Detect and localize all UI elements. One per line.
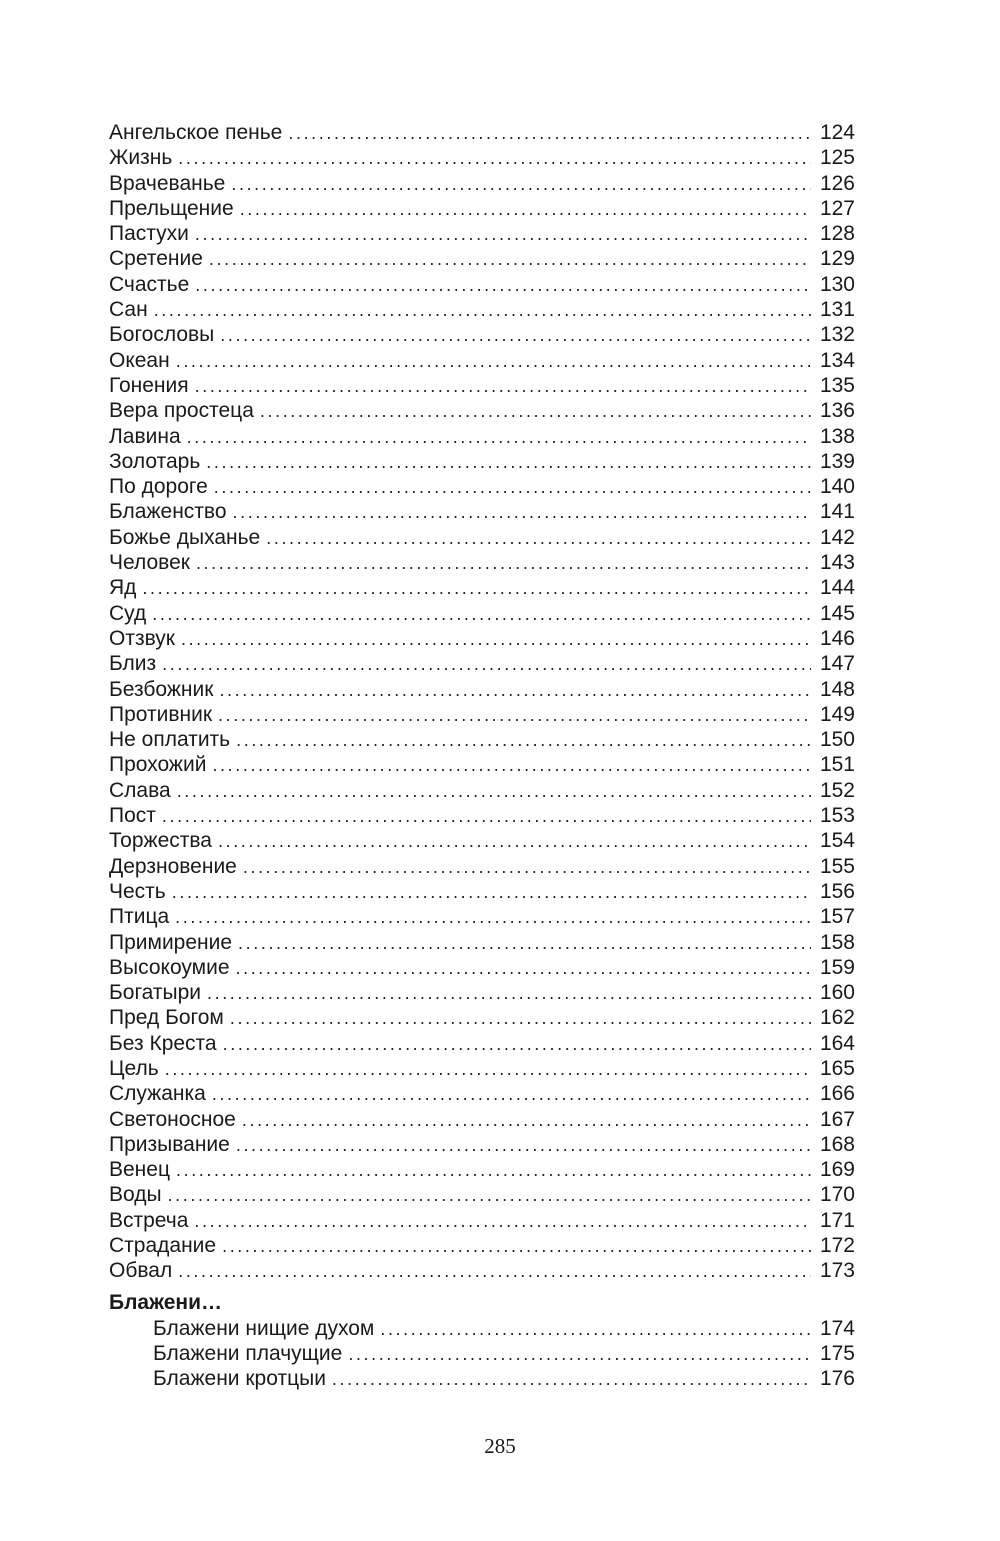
toc-entry-page: 136 [819,399,855,423]
toc-entry-title: Лавина [109,424,181,448]
toc-entry-page: 167 [819,1107,855,1131]
toc-entry-title: Венец [109,1158,170,1182]
toc-entry-title: Честь [109,879,166,903]
toc-entry-page: 165 [819,1056,855,1080]
toc-entry [109,1031,855,1056]
toc-entry-title: Призывание [109,1132,230,1156]
toc-entry-page: 143 [819,551,855,575]
dot-leader [242,1108,811,1133]
toc-entry-page: 176 [819,1367,855,1391]
toc-entry-title: Служанка [109,1082,206,1106]
toc-entry-title: Близ [109,652,157,676]
toc-entry-page: 171 [819,1208,855,1232]
toc-entry [109,955,855,980]
toc-entry-page: 168 [819,1132,855,1156]
dot-leader [332,1367,811,1392]
toc-entry [109,221,855,246]
toc-entry-title: Не оплатить [109,728,231,752]
dot-leader [236,956,812,981]
toc-entry-page: 147 [819,652,855,676]
dot-leader [222,1234,811,1259]
toc-entry [109,601,855,626]
toc-entry-title: Обвал [109,1259,173,1283]
dot-leader [207,981,811,1006]
toc-entry-title: Безбожник [109,677,214,701]
toc-entry-page: 170 [819,1183,855,1207]
toc-entry [109,322,855,347]
toc-entry-title: Божье дыханье [109,525,261,549]
toc-section-list [109,1316,855,1392]
toc-entry-title: Блажени кротцыи [153,1367,326,1391]
toc-entry-title: Прельщение [109,196,234,220]
toc-entry-page: 141 [819,500,855,524]
toc-entry-title: Богословы [109,323,215,347]
toc-entry-page: 129 [819,247,855,271]
toc-entry [109,1182,855,1207]
toc-entry-title: Золотарь [109,449,201,473]
dot-leader [218,829,811,854]
toc-entry [109,651,855,676]
toc-entry-title: Противник [109,702,213,726]
toc-entry-page: 172 [819,1234,855,1258]
toc-entry [109,145,855,170]
toc-entry-title: Врачеванье [109,171,226,195]
dot-leader [231,172,811,197]
toc-entry-page: 142 [819,525,855,549]
toc-entry [109,272,855,297]
toc-entry-page: 152 [819,778,855,802]
toc-entry [109,828,855,853]
toc-entry-title: Без Креста [109,1031,217,1055]
toc-entry [109,499,855,524]
dot-leader [212,1082,811,1107]
dot-leader [223,1032,811,1057]
toc-entry [109,575,855,600]
toc-entry [109,803,855,828]
toc-entry-page: 162 [819,1006,855,1030]
toc-entry-page: 134 [819,348,855,372]
dot-leader [212,753,811,778]
toc-entry-title: Пост [109,804,156,828]
toc-entry [109,1258,855,1283]
toc-entry-page: 164 [819,1031,855,1055]
dot-leader [238,931,811,956]
toc-entry [109,1233,855,1258]
toc-entry [109,980,855,1005]
toc-entry-page: 169 [819,1158,855,1182]
dot-leader [236,728,811,753]
toc-entry-page: 124 [819,121,855,144]
toc-entry-title: Дерзновение [109,854,237,878]
toc-entry-title: Отзвук [109,626,175,650]
toc-entry-title: Цель [109,1056,159,1080]
dot-leader [209,247,811,272]
dot-leader [220,323,811,348]
toc-entry [109,904,855,929]
toc-entry [109,1107,855,1132]
toc-entry-page: 131 [819,298,855,322]
dot-leader [214,475,811,500]
toc-entry [109,171,855,196]
toc-entry [109,778,855,803]
toc-entry-page: 158 [819,930,855,954]
toc-main-list [109,120,855,1284]
toc-entry-title: Гонения [109,373,189,397]
toc-entry-title: Блаженство [109,500,227,524]
toc-entry [109,1366,855,1391]
dot-leader [380,1317,811,1342]
toc-entry-title: Торжества [109,829,212,853]
toc-entry [109,120,855,145]
toc-entry-page: 154 [819,829,855,853]
toc-entry-page: 175 [819,1341,855,1365]
dot-leader [243,855,811,880]
toc-entry-title: Жизнь [109,146,173,170]
toc-entry-title: Вера простеца [109,399,254,423]
toc-entry-title: Суд [109,601,147,625]
toc-entry-page: 148 [819,677,855,701]
toc-entry [109,854,855,879]
toc-entry-title: Страдание [109,1234,217,1258]
dot-leader [165,1057,811,1082]
toc-entry-page: 139 [819,449,855,473]
toc-entry [109,626,855,651]
dot-leader [162,804,811,829]
toc-entry-page: 135 [819,373,855,397]
toc-entry-page: 132 [819,323,855,347]
toc-entry-page: 157 [819,905,855,929]
toc-entry-page: 160 [819,981,855,1005]
toc-entry [109,930,855,955]
dot-leader [154,298,811,323]
toc-entry-page: 130 [819,272,855,296]
toc-entry [109,1132,855,1157]
toc-entry-title: Счастье [109,272,190,296]
toc-entry [109,702,855,727]
toc-entry-title: Блажени плачущие [153,1341,343,1365]
toc-entry-page: 155 [819,854,855,878]
toc-entry [109,1208,855,1233]
toc-entry [109,752,855,777]
dot-leader [176,349,811,374]
dot-leader [218,703,811,728]
dot-leader [206,450,811,475]
toc-entry-title: Сретение [109,247,203,271]
toc-entry-title: Блажени нищие духом [153,1316,375,1340]
toc-entry-title: Сан [109,298,148,322]
toc-entry [109,1005,855,1030]
toc-entry-page: 150 [819,728,855,752]
dot-leader [266,526,811,551]
dot-leader [152,602,811,627]
toc-entry-page: 128 [819,222,855,246]
dot-leader [175,905,811,930]
toc-entry-title: Слава [109,778,171,802]
dot-leader [187,425,811,450]
dot-leader [178,1259,811,1284]
dot-leader [162,652,811,677]
toc-entry-page: 127 [819,196,855,220]
toc-entry-title: Пастухи [109,222,189,246]
toc-entry-title: Светоносное [109,1107,236,1131]
toc-entry-page: 153 [819,804,855,828]
dot-leader [260,399,811,424]
dot-leader [181,627,811,652]
toc-entry-title: По дороге [109,475,208,499]
toc-entry-page: 166 [819,1082,855,1106]
toc-entry-page: 146 [819,626,855,650]
toc-entry [109,424,855,449]
toc-entry [109,1157,855,1182]
dot-leader [194,1209,811,1234]
dot-leader [176,1158,811,1183]
toc-entry [109,677,855,702]
dot-leader [230,1006,811,1031]
toc-entry [109,348,855,373]
toc-entry [109,525,855,550]
toc-entry [109,1081,855,1106]
toc-entry [109,373,855,398]
dot-leader [195,374,811,399]
toc-entry [109,1056,855,1081]
toc-entry-title: Богатыри [109,981,201,1005]
toc-entry-page: 126 [819,171,855,195]
dot-leader [168,1183,811,1208]
dot-leader [288,121,811,146]
toc-entry-title: Примирение [109,930,233,954]
dot-leader [178,146,811,171]
dot-leader [219,678,811,703]
dot-leader [195,222,811,247]
toc-entry [109,1316,855,1341]
dot-leader [142,576,811,601]
toc-entry [109,474,855,499]
toc-entry [109,1341,855,1366]
toc-entry [109,246,855,271]
dot-leader [233,500,811,525]
toc-entry-title: Высокоумие [109,955,230,979]
table-of-contents [109,120,855,1392]
toc-entry [109,879,855,904]
toc-entry-title: Яд [109,576,137,600]
toc-entry-page: 156 [819,879,855,903]
dot-leader [236,1133,811,1158]
toc-entry-page: 144 [819,576,855,600]
dot-leader [172,880,811,905]
section-heading: Блажени… [109,1290,222,1314]
toc-entry [109,297,855,322]
toc-entry-title: Пред Богом [109,1006,224,1030]
toc-entry-page: 173 [819,1259,855,1283]
toc-entry-title: Воды [109,1183,162,1207]
toc-entry-title: Прохожий [109,753,207,777]
toc-entry [109,550,855,575]
toc-entry-page: 138 [819,424,855,448]
toc-entry-title: Птица [109,905,170,929]
toc-entry-title: Человек [109,551,190,575]
dot-leader [177,779,811,804]
toc-entry-page: 159 [819,955,855,979]
toc-entry-page: 174 [819,1316,855,1340]
toc-entry-page: 151 [819,753,855,777]
toc-entry [109,727,855,752]
toc-entry-title: Ангельское пенье [109,121,283,144]
toc-entry-page: 145 [819,601,855,625]
toc-entry-title: Океан [109,348,170,372]
dot-leader [240,197,811,222]
page-number: 285 [484,1434,516,1458]
dot-leader [195,273,811,298]
toc-entry-page: 149 [819,702,855,726]
toc-entry [109,449,855,474]
toc-entry [109,196,855,221]
dot-leader [348,1342,811,1367]
dot-leader [196,551,811,576]
toc-entry [109,398,855,423]
toc-entry-page: 125 [819,146,855,170]
toc-entry-page: 140 [819,475,855,499]
toc-entry-title: Встреча [109,1208,189,1232]
